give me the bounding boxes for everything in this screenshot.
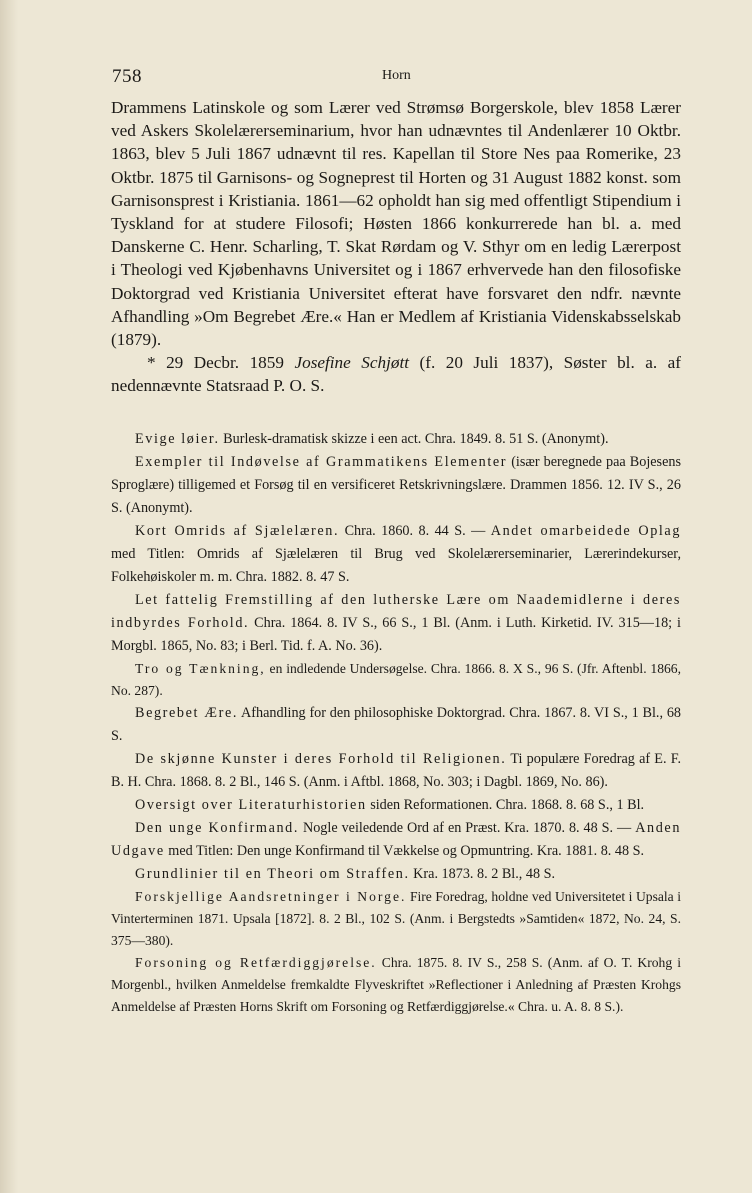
work-details: Chra. 1875. 8. IV S., 258 S. (Anm. af O. T. Krohg i Morgenbl., hvilken Anmeldelse fremkaldte Flyveskriftet »Reflectioner i Anledning af Præsten Krohgs Anmeldelse af Præsten Horns Skrift om Forsoning og Retfærdiggjørelse.« Chra. u. A. 8. 8 S.). bbox=[111, 955, 682, 1014]
spouse-name: Josefine Schjøtt bbox=[294, 353, 410, 373]
marriage-details: (f. 20 Juli 1837), Søster bl. a. af nedennævnte Statsraad P. O. S. bbox=[111, 353, 682, 396]
work-details: Afhandling for den philosophiske Doktorgrad. Chra. 1867. 8. VI S., 1 Bl., 68 S. bbox=[111, 705, 682, 744]
work-title: Let fattelig Fremstilling af den lutherske Lære om Naademidlerne i deres indbyrdes Forhold. bbox=[111, 592, 681, 631]
bibliography-entry bbox=[111, 863, 681, 886]
marriage-note bbox=[111, 351, 681, 397]
work-details: Kra. 1873. 8. 2 Bl., 48 S. bbox=[413, 866, 556, 882]
work-title: Den unge Konfirmand. bbox=[135, 820, 299, 836]
page-header bbox=[112, 66, 680, 92]
work-details: en indledende Undersøgelse. Chra. 1866. 8. X S., 96 S. (Jfr. Aftenbl. 1866, No. 287). bbox=[111, 661, 682, 698]
page-number: 758 bbox=[112, 66, 142, 87]
bibliography-entry bbox=[111, 589, 681, 658]
biography-paragraph: Drammens Latinskole og som Lærer ved Strømsø Borgerskole, blev 1858 Lærer ved Askers Skolelærerseminarium, hvor han udnævntes til Andenlærer 10 Oktbr. 1863, blev 5 Juli 1867 udnævnt til res. Kapellan til Store Nes paa Romerike, 23 Oktbr. 1875 til Garnisons- og Sogneprest til Horten og 31 August 1882 konst. som Garnisonsprest i Kristiania. 1861—62 opholdt han sig med offentligt Stipendium i Tyskland for at studere Filosofi; Høsten 1866 konkurrerede han bl. a. med Danskerne C. Henr. Scharling, T. Skat Rørdam og V. Sthyr om en ledig Lærerpost i Theologi ved Kjøbenhavns Universitet og i 1867 erhvervede han den filosofiske Doktorgrad ved Kristiania Universitet efterat have forsvaret den ndfr. nævnte Afhandling »Om Begrebet Ære.« Han er Medlem af Kristiania Videnskabsselskab (1879). bbox=[111, 98, 681, 350]
work-details: Fire Foredrag, holdne ved Universitetet i Upsala i Vinterterminen 1871. Upsala [1872]. 8. 2 Bl., 102 S. (Anm. i Bergstedts »Samtiden« 1872, No. 24, S. 375—380). bbox=[111, 889, 681, 948]
bibliography-entry bbox=[111, 702, 681, 748]
work-details: Burlesk-dramatisk skizze i een act. Chra. 1849. 8. 51 S. (Anonymt). bbox=[223, 431, 609, 447]
bibliography-entry bbox=[111, 748, 681, 794]
work-details: Chra. 1864. 8. IV S., 66 S., 1 Bl. (Anm. i Luth. Kirketid. IV. 315—18; i Morgbl. 1865, No. 83; i Berl. Tid. f. A. No. 36). bbox=[111, 615, 681, 654]
work-title: Begrebet Ære. bbox=[135, 705, 238, 721]
bibliography-list bbox=[111, 428, 681, 1018]
work-title: De skjønne Kunster i deres Forhold til Religionen. bbox=[135, 751, 507, 767]
work-title: Evige løier. bbox=[135, 431, 220, 447]
work-edition-details: med Titlen: Den unge Konfirmand til Vækkelse og Opmuntring. Kra. 1881. 8. 48 S. bbox=[168, 843, 645, 859]
work-title: Exempler til Indøvelse af Grammatikens Elementer bbox=[135, 454, 508, 470]
work-details: Chra. 1860. 8. 44 S. — bbox=[344, 523, 486, 539]
bibliography-entry bbox=[111, 520, 681, 589]
running-head: Horn bbox=[382, 68, 411, 83]
bibliography-entry bbox=[111, 794, 681, 817]
work-edition-title: Anden Udgave bbox=[111, 820, 682, 859]
bibliography-entry bbox=[111, 428, 681, 451]
bibliography-entry bbox=[111, 658, 681, 702]
work-details: siden Reformationen. Chra. 1868. 8. 68 S., 1 Bl. bbox=[370, 797, 645, 813]
work-edition-title: Andet omarbeidede Oplag bbox=[490, 523, 682, 539]
biography-section bbox=[111, 96, 681, 398]
work-title: Oversigt over Literaturhistorien bbox=[135, 797, 367, 813]
marriage-date: * 29 Decbr. 1859 bbox=[147, 353, 284, 373]
bibliography-entry bbox=[111, 886, 681, 952]
bibliography-entry bbox=[111, 451, 681, 520]
work-title: Kort Omrids af Sjælelæren. bbox=[135, 523, 340, 539]
work-title: Forskjellige Aandsretninger i Norge. bbox=[135, 889, 407, 904]
work-title: Forsoning og Retfærdiggjørelse. bbox=[135, 955, 377, 970]
work-details: Nogle veiledende Ord af en Præst. Kra. 1870. 8. 48 S. — bbox=[302, 820, 632, 836]
work-details: (især beregnede paa Bojesens Sproglære) tilligemed et Forsøg til en versificeret Retskrivningslære. Drammen 1856. 12. IV S., 26 S. (Anonymt). bbox=[111, 454, 681, 516]
bibliography-entry bbox=[111, 952, 681, 1018]
work-edition-details: med Titlen: Omrids af Sjælelæren til Brug ved Skolelærerseminarier, Lærerindekurser, Folkehøiskoler m. m. Chra. 1882. 8. 47 S. bbox=[111, 546, 681, 585]
work-title: Grundlinier til en Theori om Straffen. bbox=[135, 866, 410, 882]
bibliography-entry bbox=[111, 817, 681, 863]
page-edge-shadow bbox=[0, 0, 18, 1193]
work-details: Ti populære Foredrag af E. F. B. H. Chra. 1868. 8. 2 Bl., 146 S. (Anm. i Aftbl. 1868, No. 303; i Dagbl. 1869, No. 86). bbox=[111, 751, 681, 790]
work-title: Tro og Tænkning, bbox=[135, 661, 266, 676]
